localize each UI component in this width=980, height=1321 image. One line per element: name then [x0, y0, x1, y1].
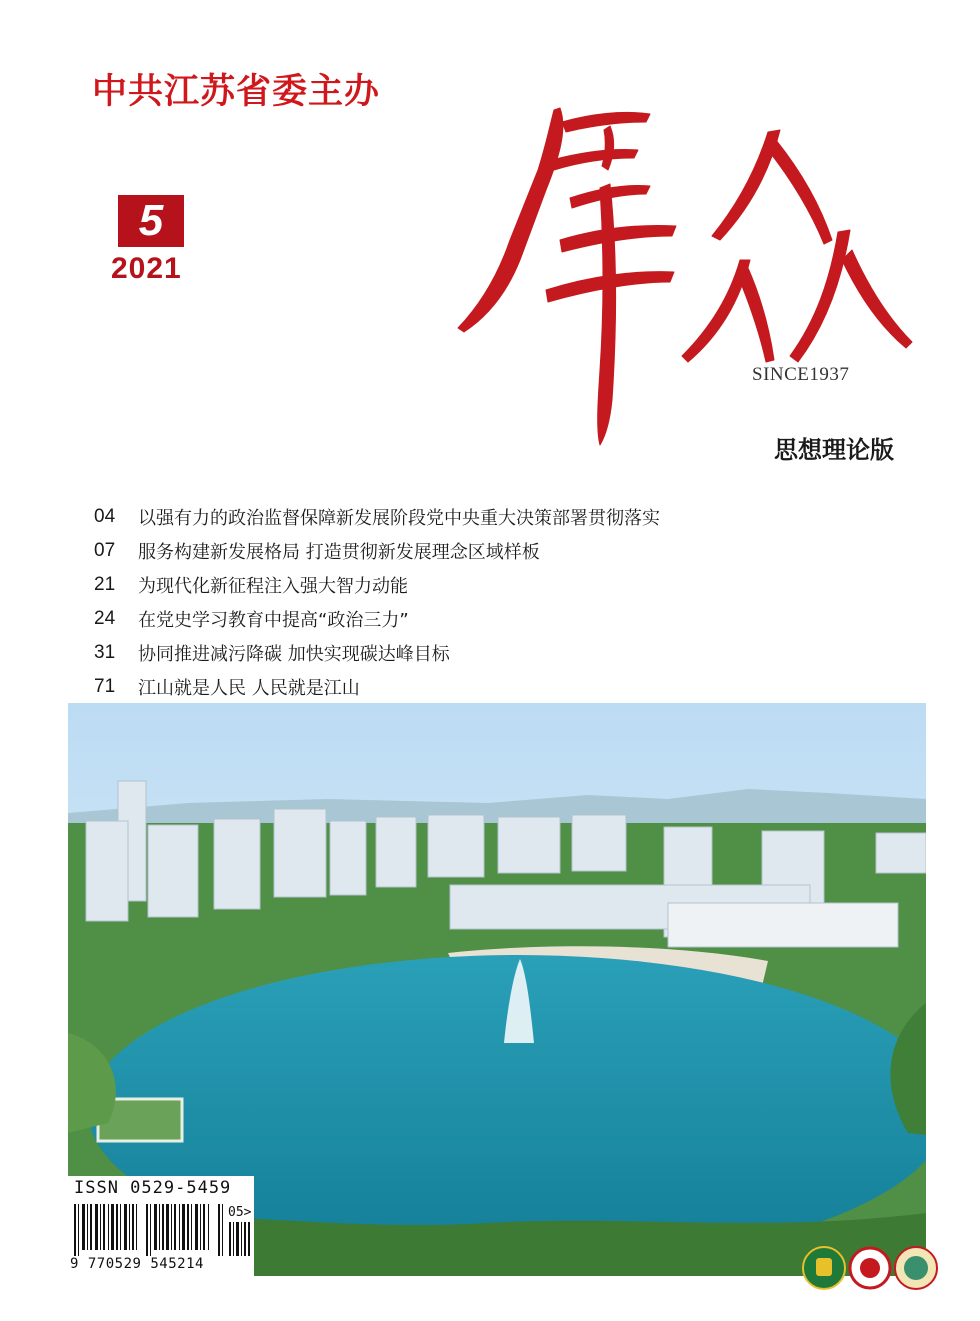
- masthead-calligraphy-logo: [450, 100, 920, 460]
- toc-page-number: 24: [94, 608, 116, 629]
- toc-item: [94, 636, 914, 670]
- toc-page-number: 71: [94, 676, 116, 697]
- toc-page-number: 07: [94, 540, 116, 561]
- colorful-seal-badge-icon: [895, 1247, 937, 1289]
- toc-title: 以强有力的政治监督保障新发展阶段党中央重大决策部署贯彻落实: [138, 508, 660, 529]
- toc-title: 在党史学习教育中提高“政治三力”: [138, 610, 409, 631]
- edition-label: 思想理论版: [774, 436, 894, 464]
- table-of-contents: [94, 500, 914, 704]
- issn-label: ISSN 0529-5459: [74, 1178, 232, 1198]
- barcode-block: [68, 1176, 254, 1276]
- toc-item: [94, 602, 914, 636]
- toc-page-number: 21: [94, 574, 116, 595]
- barcode-icon: [74, 1204, 224, 1256]
- award-badges: [802, 1244, 942, 1292]
- toc-title: 协同推进减污降碳 加快实现碳达峰目标: [138, 644, 450, 665]
- toc-item: [94, 534, 914, 568]
- green-award-badge-icon: [803, 1247, 845, 1289]
- toc-item: [94, 670, 914, 704]
- barcode-digits: 9 770529 545214: [70, 1256, 204, 1272]
- toc-title: 江山就是人民 人民就是江山: [138, 678, 360, 699]
- since-label: SINCE1937: [752, 364, 850, 385]
- red-emblem-badge-icon: [850, 1248, 890, 1288]
- issue-number-badge: 5: [118, 195, 184, 247]
- toc-page-number: 31: [94, 642, 116, 663]
- issue-year: 2021: [111, 252, 182, 285]
- toc-item: [94, 568, 914, 602]
- toc-item: [94, 500, 914, 534]
- addon-barcode-icon: [229, 1222, 251, 1256]
- toc-page-number: 04: [94, 506, 116, 527]
- barcode-addon-label: 05>: [228, 1205, 252, 1220]
- toc-title: 为现代化新征程注入强大智力动能: [138, 576, 408, 597]
- sponsor-line: 中共江苏省委主办: [92, 72, 381, 112]
- toc-title: 服务构建新发展格局 打造贯彻新发展理念区域样板: [138, 542, 540, 563]
